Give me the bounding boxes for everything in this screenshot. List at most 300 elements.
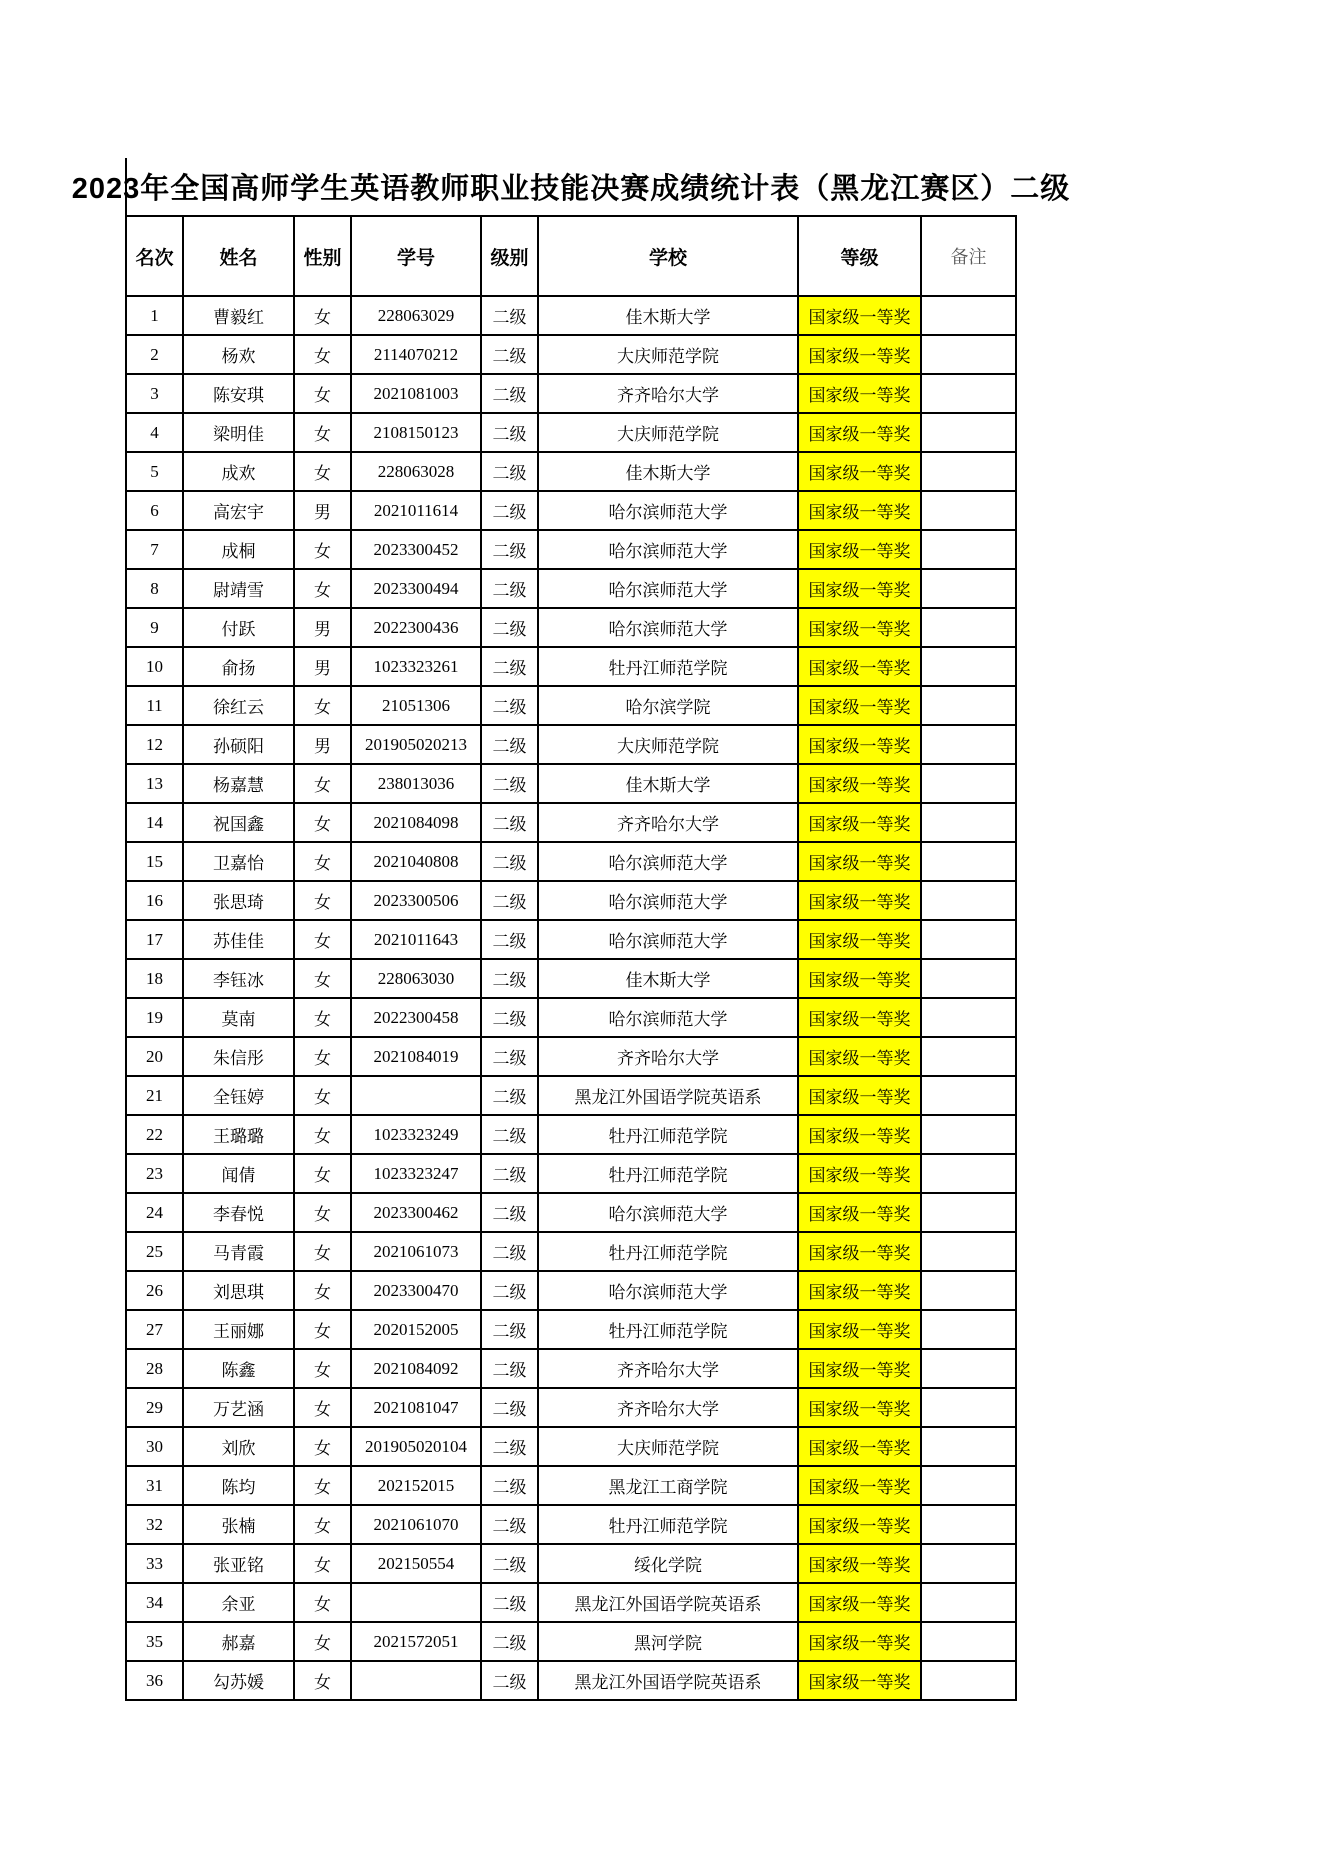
cell-school: 大庆师范学院 xyxy=(538,1427,798,1466)
award-badge: 国家级一等奖 xyxy=(798,1427,921,1466)
award-badge: 国家级一等奖 xyxy=(798,998,921,1037)
cell-name: 全钰婷 xyxy=(183,1076,294,1115)
cell-name: 马青霞 xyxy=(183,1232,294,1271)
cell-name: 万艺涵 xyxy=(183,1388,294,1427)
award-badge: 国家级一等奖 xyxy=(798,1232,921,1271)
cell-school: 哈尔滨师范大学 xyxy=(538,998,798,1037)
cell-gender: 女 xyxy=(294,452,351,491)
table-row xyxy=(126,374,1016,413)
cell-remark xyxy=(921,959,1016,998)
cell-remark xyxy=(921,1232,1016,1271)
table-row xyxy=(126,1427,1016,1466)
cell-gender: 女 xyxy=(294,764,351,803)
cell-name: 俞扬 xyxy=(183,647,294,686)
award-badge: 国家级一等奖 xyxy=(798,569,921,608)
cell-student-id: 2021061070 xyxy=(351,1505,481,1544)
cell-remark xyxy=(921,1583,1016,1622)
award-badge: 国家级一等奖 xyxy=(798,1154,921,1193)
cell-remark xyxy=(921,1154,1016,1193)
cell-school: 黑龙江工商学院 xyxy=(538,1466,798,1505)
cell-student-id: 228063028 xyxy=(351,452,481,491)
page-title: 2023年全国高师学生英语教师职业技能决赛成绩统计表（黑龙江赛区）二级 xyxy=(125,158,1015,215)
award-badge: 国家级一等奖 xyxy=(798,920,921,959)
award-badge: 国家级一等奖 xyxy=(798,1193,921,1232)
table-row xyxy=(126,764,1016,803)
cell-rank: 10 xyxy=(126,647,183,686)
cell-gender: 女 xyxy=(294,1232,351,1271)
cell-level: 二级 xyxy=(481,1349,538,1388)
cell-name: 张楠 xyxy=(183,1505,294,1544)
cell-level: 二级 xyxy=(481,452,538,491)
cell-remark xyxy=(921,842,1016,881)
cell-name: 陈均 xyxy=(183,1466,294,1505)
cell-level: 二级 xyxy=(481,413,538,452)
cell-student-id: 2114070212 xyxy=(351,335,481,374)
cell-level: 二级 xyxy=(481,920,538,959)
cell-remark xyxy=(921,1271,1016,1310)
award-badge: 国家级一等奖 xyxy=(798,842,921,881)
cell-rank: 8 xyxy=(126,569,183,608)
table-row xyxy=(126,998,1016,1037)
cell-rank: 18 xyxy=(126,959,183,998)
cell-student-id: 2021040808 xyxy=(351,842,481,881)
table-row xyxy=(126,1388,1016,1427)
cell-remark xyxy=(921,1076,1016,1115)
cell-remark xyxy=(921,1388,1016,1427)
cell-rank: 32 xyxy=(126,1505,183,1544)
cell-school: 齐齐哈尔大学 xyxy=(538,1349,798,1388)
table-row xyxy=(126,296,1016,335)
cell-rank: 21 xyxy=(126,1076,183,1115)
header-cell-remark: 备注 xyxy=(921,216,1016,296)
cell-student-id: 1023323247 xyxy=(351,1154,481,1193)
cell-school: 牡丹江师范学院 xyxy=(538,1310,798,1349)
cell-name: 徐红云 xyxy=(183,686,294,725)
cell-gender: 女 xyxy=(294,1505,351,1544)
cell-remark xyxy=(921,1622,1016,1661)
cell-name: 杨嘉慧 xyxy=(183,764,294,803)
award-badge: 国家级一等奖 xyxy=(798,1037,921,1076)
header-cell-name: 姓名 xyxy=(183,216,294,296)
header-row xyxy=(126,216,1016,296)
table-row xyxy=(126,530,1016,569)
header-cell-rank: 名次 xyxy=(126,216,183,296)
award-badge: 国家级一等奖 xyxy=(798,1583,921,1622)
cell-gender: 女 xyxy=(294,1466,351,1505)
cell-remark xyxy=(921,764,1016,803)
cell-level: 二级 xyxy=(481,1232,538,1271)
cell-student-id: 2021572051 xyxy=(351,1622,481,1661)
table-row xyxy=(126,452,1016,491)
cell-student-id: 2021011643 xyxy=(351,920,481,959)
award-badge: 国家级一等奖 xyxy=(798,608,921,647)
cell-student-id: 2020152005 xyxy=(351,1310,481,1349)
cell-remark xyxy=(921,1544,1016,1583)
award-badge: 国家级一等奖 xyxy=(798,1661,921,1700)
cell-level: 二级 xyxy=(481,530,538,569)
cell-student-id: 2021011614 xyxy=(351,491,481,530)
award-badge: 国家级一等奖 xyxy=(798,530,921,569)
cell-gender: 女 xyxy=(294,920,351,959)
cell-name: 成欢 xyxy=(183,452,294,491)
award-badge: 国家级一等奖 xyxy=(798,1076,921,1115)
table-row xyxy=(126,1232,1016,1271)
table-row xyxy=(126,1310,1016,1349)
cell-rank: 22 xyxy=(126,1115,183,1154)
cell-rank: 25 xyxy=(126,1232,183,1271)
cell-school: 黑龙江外国语学院英语系 xyxy=(538,1076,798,1115)
cell-remark xyxy=(921,647,1016,686)
cell-student-id: 2021061073 xyxy=(351,1232,481,1271)
award-badge: 国家级一等奖 xyxy=(798,413,921,452)
score-sheet xyxy=(71,158,1071,1701)
header-cell-id: 学号 xyxy=(351,216,481,296)
cell-school: 齐齐哈尔大学 xyxy=(538,1037,798,1076)
cell-level: 二级 xyxy=(481,491,538,530)
table-row xyxy=(126,1583,1016,1622)
cell-level: 二级 xyxy=(481,647,538,686)
award-badge: 国家级一等奖 xyxy=(798,1466,921,1505)
cell-name: 张亚铭 xyxy=(183,1544,294,1583)
cell-rank: 24 xyxy=(126,1193,183,1232)
cell-school: 牡丹江师范学院 xyxy=(538,1232,798,1271)
cell-student-id xyxy=(351,1076,481,1115)
cell-gender: 女 xyxy=(294,881,351,920)
cell-school: 哈尔滨师范大学 xyxy=(538,881,798,920)
cell-school: 大庆师范学院 xyxy=(538,725,798,764)
cell-school: 大庆师范学院 xyxy=(538,413,798,452)
cell-remark xyxy=(921,998,1016,1037)
cell-level: 二级 xyxy=(481,1154,538,1193)
cell-level: 二级 xyxy=(481,1505,538,1544)
cell-rank: 2 xyxy=(126,335,183,374)
cell-remark xyxy=(921,296,1016,335)
header-cell-level: 级别 xyxy=(481,216,538,296)
table-row xyxy=(126,335,1016,374)
cell-rank: 30 xyxy=(126,1427,183,1466)
cell-level: 二级 xyxy=(481,374,538,413)
cell-level: 二级 xyxy=(481,608,538,647)
table-row xyxy=(126,1037,1016,1076)
cell-gender: 女 xyxy=(294,1154,351,1193)
cell-school: 牡丹江师范学院 xyxy=(538,1154,798,1193)
cell-name: 孙硕阳 xyxy=(183,725,294,764)
header-cell-gender: 性别 xyxy=(294,216,351,296)
cell-name: 李春悦 xyxy=(183,1193,294,1232)
cell-level: 二级 xyxy=(481,1115,538,1154)
cell-remark xyxy=(921,686,1016,725)
award-badge: 国家级一等奖 xyxy=(798,374,921,413)
cell-gender: 女 xyxy=(294,530,351,569)
table-row xyxy=(126,647,1016,686)
table-row xyxy=(126,842,1016,881)
award-badge: 国家级一等奖 xyxy=(798,491,921,530)
cell-student-id: 2021084019 xyxy=(351,1037,481,1076)
cell-rank: 1 xyxy=(126,296,183,335)
table-row xyxy=(126,959,1016,998)
cell-gender: 女 xyxy=(294,1076,351,1115)
cell-name: 刘思琪 xyxy=(183,1271,294,1310)
cell-remark xyxy=(921,374,1016,413)
cell-gender: 女 xyxy=(294,413,351,452)
table-row xyxy=(126,413,1016,452)
cell-school: 哈尔滨师范大学 xyxy=(538,530,798,569)
table-row xyxy=(126,1076,1016,1115)
cell-remark xyxy=(921,803,1016,842)
cell-school: 绥化学院 xyxy=(538,1544,798,1583)
cell-level: 二级 xyxy=(481,1076,538,1115)
cell-student-id: 2021084098 xyxy=(351,803,481,842)
award-badge: 国家级一等奖 xyxy=(798,1271,921,1310)
cell-school: 齐齐哈尔大学 xyxy=(538,803,798,842)
cell-school: 佳木斯大学 xyxy=(538,296,798,335)
cell-student-id: 228063029 xyxy=(351,296,481,335)
table-row xyxy=(126,608,1016,647)
table-row xyxy=(126,1154,1016,1193)
cell-rank: 19 xyxy=(126,998,183,1037)
cell-gender: 女 xyxy=(294,1544,351,1583)
cell-student-id: 201905020213 xyxy=(351,725,481,764)
cell-student-id: 2023300452 xyxy=(351,530,481,569)
cell-student-id: 2021081047 xyxy=(351,1388,481,1427)
cell-student-id: 202150554 xyxy=(351,1544,481,1583)
award-badge: 国家级一等奖 xyxy=(798,1349,921,1388)
cell-rank: 28 xyxy=(126,1349,183,1388)
cell-gender: 女 xyxy=(294,1037,351,1076)
cell-name: 王璐璐 xyxy=(183,1115,294,1154)
cell-student-id xyxy=(351,1583,481,1622)
award-badge: 国家级一等奖 xyxy=(798,1544,921,1583)
cell-rank: 3 xyxy=(126,374,183,413)
cell-rank: 5 xyxy=(126,452,183,491)
cell-level: 二级 xyxy=(481,686,538,725)
award-badge: 国家级一等奖 xyxy=(798,764,921,803)
table-row xyxy=(126,725,1016,764)
cell-remark xyxy=(921,608,1016,647)
cell-name: 陈鑫 xyxy=(183,1349,294,1388)
cell-school: 哈尔滨师范大学 xyxy=(538,842,798,881)
table-row xyxy=(126,491,1016,530)
cell-name: 郝嘉 xyxy=(183,1622,294,1661)
cell-remark xyxy=(921,920,1016,959)
cell-level: 二级 xyxy=(481,1544,538,1583)
cell-remark xyxy=(921,725,1016,764)
cell-school: 佳木斯大学 xyxy=(538,452,798,491)
cell-rank: 23 xyxy=(126,1154,183,1193)
cell-name: 尉靖雪 xyxy=(183,569,294,608)
results-table xyxy=(125,215,1017,1701)
cell-name: 闻倩 xyxy=(183,1154,294,1193)
cell-gender: 女 xyxy=(294,1661,351,1700)
cell-gender: 女 xyxy=(294,842,351,881)
cell-name: 莫南 xyxy=(183,998,294,1037)
cell-student-id: 2023300506 xyxy=(351,881,481,920)
cell-rank: 17 xyxy=(126,920,183,959)
cell-name: 刘欣 xyxy=(183,1427,294,1466)
cell-student-id: 2023300462 xyxy=(351,1193,481,1232)
cell-remark xyxy=(921,569,1016,608)
cell-level: 二级 xyxy=(481,1193,538,1232)
cell-gender: 女 xyxy=(294,1427,351,1466)
table-row xyxy=(126,803,1016,842)
table-row xyxy=(126,1193,1016,1232)
cell-school: 哈尔滨师范大学 xyxy=(538,569,798,608)
cell-student-id: 1023323261 xyxy=(351,647,481,686)
cell-level: 二级 xyxy=(481,569,538,608)
cell-rank: 4 xyxy=(126,413,183,452)
cell-remark xyxy=(921,452,1016,491)
cell-school: 哈尔滨师范大学 xyxy=(538,920,798,959)
header-cell-award: 等级 xyxy=(798,216,921,296)
award-badge: 国家级一等奖 xyxy=(798,1310,921,1349)
cell-name: 卫嘉怡 xyxy=(183,842,294,881)
cell-gender: 男 xyxy=(294,647,351,686)
cell-rank: 13 xyxy=(126,764,183,803)
cell-level: 二级 xyxy=(481,725,538,764)
cell-level: 二级 xyxy=(481,296,538,335)
cell-gender: 女 xyxy=(294,374,351,413)
table-row xyxy=(126,1466,1016,1505)
cell-gender: 女 xyxy=(294,1193,351,1232)
cell-rank: 34 xyxy=(126,1583,183,1622)
cell-name: 成桐 xyxy=(183,530,294,569)
cell-remark xyxy=(921,1349,1016,1388)
cell-name: 王丽娜 xyxy=(183,1310,294,1349)
cell-gender: 男 xyxy=(294,491,351,530)
cell-rank: 11 xyxy=(126,686,183,725)
cell-school: 黑龙江外国语学院英语系 xyxy=(538,1583,798,1622)
cell-level: 二级 xyxy=(481,1466,538,1505)
cell-gender: 女 xyxy=(294,569,351,608)
cell-student-id: 2023300470 xyxy=(351,1271,481,1310)
cell-level: 二级 xyxy=(481,1310,538,1349)
award-badge: 国家级一等奖 xyxy=(798,335,921,374)
cell-remark xyxy=(921,335,1016,374)
cell-level: 二级 xyxy=(481,959,538,998)
award-badge: 国家级一等奖 xyxy=(798,1115,921,1154)
cell-gender: 男 xyxy=(294,725,351,764)
cell-school: 哈尔滨师范大学 xyxy=(538,1193,798,1232)
cell-rank: 14 xyxy=(126,803,183,842)
cell-rank: 16 xyxy=(126,881,183,920)
cell-rank: 9 xyxy=(126,608,183,647)
table-row xyxy=(126,1544,1016,1583)
cell-remark xyxy=(921,1466,1016,1505)
table-row xyxy=(126,1349,1016,1388)
cell-rank: 35 xyxy=(126,1622,183,1661)
cell-gender: 女 xyxy=(294,686,351,725)
cell-level: 二级 xyxy=(481,881,538,920)
cell-level: 二级 xyxy=(481,842,538,881)
table-row xyxy=(126,1622,1016,1661)
cell-school: 佳木斯大学 xyxy=(538,764,798,803)
cell-level: 二级 xyxy=(481,1037,538,1076)
cell-level: 二级 xyxy=(481,1388,538,1427)
cell-rank: 12 xyxy=(126,725,183,764)
cell-student-id: 2108150123 xyxy=(351,413,481,452)
award-badge: 国家级一等奖 xyxy=(798,959,921,998)
cell-remark xyxy=(921,491,1016,530)
cell-level: 二级 xyxy=(481,1271,538,1310)
cell-student-id: 201905020104 xyxy=(351,1427,481,1466)
cell-name: 朱信彤 xyxy=(183,1037,294,1076)
cell-gender: 女 xyxy=(294,1115,351,1154)
cell-school: 大庆师范学院 xyxy=(538,335,798,374)
table-row xyxy=(126,881,1016,920)
cell-gender: 女 xyxy=(294,1583,351,1622)
cell-gender: 女 xyxy=(294,296,351,335)
cell-remark xyxy=(921,881,1016,920)
header-cell-school: 学校 xyxy=(538,216,798,296)
award-badge: 国家级一等奖 xyxy=(798,686,921,725)
cell-gender: 女 xyxy=(294,803,351,842)
cell-remark xyxy=(921,1427,1016,1466)
cell-level: 二级 xyxy=(481,1661,538,1700)
cell-school: 哈尔滨师范大学 xyxy=(538,491,798,530)
cell-student-id: 2023300494 xyxy=(351,569,481,608)
cell-gender: 女 xyxy=(294,1622,351,1661)
cell-name: 张思琦 xyxy=(183,881,294,920)
cell-student-id: 1023323249 xyxy=(351,1115,481,1154)
cell-remark xyxy=(921,1115,1016,1154)
cell-level: 二级 xyxy=(481,1583,538,1622)
cell-name: 李钰冰 xyxy=(183,959,294,998)
cell-school: 牡丹江师范学院 xyxy=(538,647,798,686)
cell-school: 哈尔滨师范大学 xyxy=(538,1271,798,1310)
cell-student-id xyxy=(351,1661,481,1700)
cell-student-id: 21051306 xyxy=(351,686,481,725)
cell-school: 黑龙江外国语学院英语系 xyxy=(538,1661,798,1700)
award-badge: 国家级一等奖 xyxy=(798,1505,921,1544)
cell-name: 曹毅红 xyxy=(183,296,294,335)
cell-rank: 20 xyxy=(126,1037,183,1076)
cell-rank: 27 xyxy=(126,1310,183,1349)
cell-rank: 7 xyxy=(126,530,183,569)
award-badge: 国家级一等奖 xyxy=(798,296,921,335)
cell-gender: 女 xyxy=(294,1271,351,1310)
cell-gender: 女 xyxy=(294,335,351,374)
cell-name: 勾苏媛 xyxy=(183,1661,294,1700)
cell-school: 黑河学院 xyxy=(538,1622,798,1661)
award-badge: 国家级一等奖 xyxy=(798,1622,921,1661)
table-row xyxy=(126,569,1016,608)
cell-level: 二级 xyxy=(481,764,538,803)
award-badge: 国家级一等奖 xyxy=(798,647,921,686)
cell-level: 二级 xyxy=(481,335,538,374)
cell-level: 二级 xyxy=(481,1427,538,1466)
cell-gender: 女 xyxy=(294,1349,351,1388)
cell-remark xyxy=(921,1505,1016,1544)
cell-gender: 女 xyxy=(294,959,351,998)
cell-gender: 女 xyxy=(294,1310,351,1349)
cell-school: 齐齐哈尔大学 xyxy=(538,374,798,413)
cell-level: 二级 xyxy=(481,1622,538,1661)
award-badge: 国家级一等奖 xyxy=(798,1388,921,1427)
cell-school: 牡丹江师范学院 xyxy=(538,1115,798,1154)
table-row xyxy=(126,686,1016,725)
table-row xyxy=(126,920,1016,959)
cell-rank: 29 xyxy=(126,1388,183,1427)
cell-remark xyxy=(921,1037,1016,1076)
cell-name: 余亚 xyxy=(183,1583,294,1622)
award-badge: 国家级一等奖 xyxy=(798,803,921,842)
cell-name: 祝国鑫 xyxy=(183,803,294,842)
award-badge: 国家级一等奖 xyxy=(798,452,921,491)
cell-rank: 6 xyxy=(126,491,183,530)
cell-gender: 女 xyxy=(294,998,351,1037)
table-row xyxy=(126,1505,1016,1544)
cell-student-id: 2022300458 xyxy=(351,998,481,1037)
